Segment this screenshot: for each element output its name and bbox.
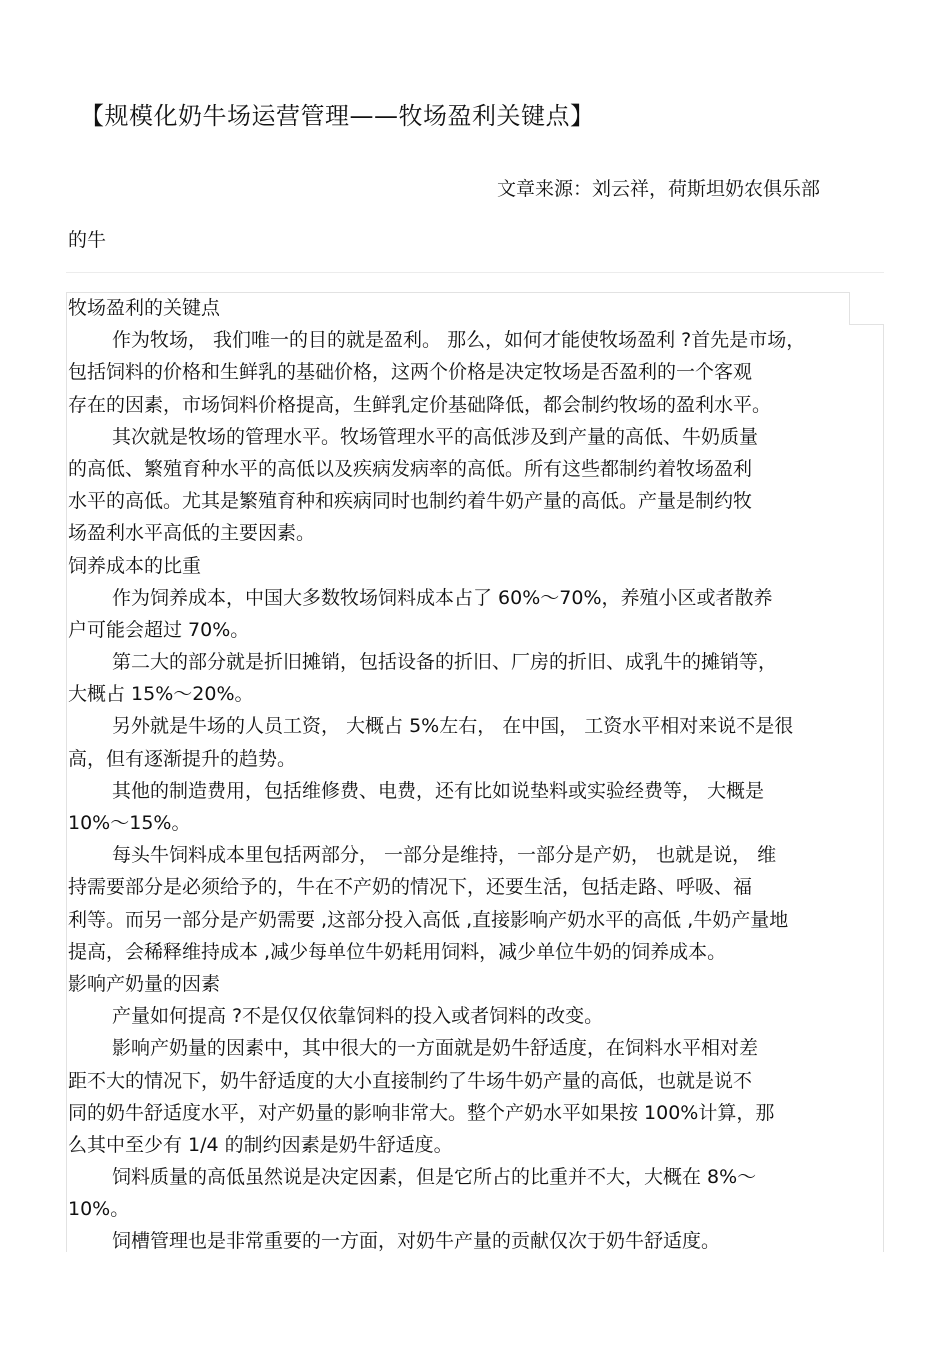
body-line: 水平的高低。尤其是繁殖育种和疾病同时也制约着牛奶产量的高低。产量是制约牧 — [68, 490, 753, 513]
article-body — [68, 292, 883, 1258]
body-line: 作为饲养成本，中国大多数牧场饲料成本占了 60%～70%，养殖小区或者散养 — [112, 586, 773, 609]
body-line: 饲养成本的比重 — [68, 554, 202, 577]
body-line: 大概占 15%～20%。 — [68, 683, 254, 706]
body-line: 利等。而另一部分是产奶需要 ,这部分投入高低 ,直接影响产奶水平的高低 ,牛奶产量地 — [68, 908, 789, 931]
body-line: 距不大的情况下，奶牛舒适度的大小直接制约了牛场牛奶产量的高低，也就是说不 — [68, 1069, 753, 1092]
body-line: 其次就是牧场的管理水平。牧场管理水平的高低涉及到产量的高低、牛奶质量 — [112, 425, 759, 448]
body-line: 第二大的部分就是折旧摊销，包括设备的折旧、厂房的折旧、成乳牛的摊销等， — [112, 651, 778, 674]
body-line: 户可能会超过 70%。 — [68, 618, 250, 641]
body-line: 的高低、繁殖育种水平的高低以及疾病发病率的高低。所有这些都制约着牧场盈利 — [68, 457, 753, 480]
separator-line — [66, 272, 884, 273]
body-line: 影响产奶量的因素中，其中很大的一方面就是奶牛舒适度，在饲料水平相对差 — [112, 1037, 759, 1060]
body-line: 影响产奶量的因素 — [68, 972, 221, 995]
body-line: 高，但有逐渐提升的趋势。 — [68, 747, 297, 770]
content-frame-right — [883, 324, 884, 1252]
body-line: 作为牧场， 我们唯一的目的就是盈利。 那么，如何才能使牧场盈利 ?首先是市场， — [112, 329, 806, 352]
body-line: 持需要部分是必须给予的，牛在不产奶的情况下，还要生活，包括走路、呼吸、福 — [68, 876, 753, 899]
body-line: 么其中至少有 1/4 的制约因素是奶牛舒适度。 — [68, 1133, 453, 1156]
body-line: 10%～15%。 — [68, 812, 191, 834]
body-line: 饲料质量的高低虽然说是决定因素，但是它所占的比重并不大，大概在 8%～ — [112, 1166, 757, 1189]
body-line: 包括饲料的价格和生鲜乳的基础价格，这两个价格是决定牧场是否盈利的一个客观 — [68, 361, 753, 384]
article-source: 文章来源：刘云祥，荷斯坦奶农俱乐部 — [497, 178, 821, 200]
body-line: 牧场盈利的关键点 — [68, 297, 221, 319]
document-title: 【规模化奶牛场运营管理——牧场盈利关键点】 — [80, 102, 595, 130]
body-line: 产量如何提高 ?不是仅仅依靠饲料的投入或者饲料的改变。 — [112, 1005, 604, 1028]
body-line: 10%。 — [68, 1198, 130, 1221]
body-line: 同的奶牛舒适度水平，对产奶量的影响非常大。整个产奶水平如果按 100%计算，那 — [68, 1101, 775, 1124]
body-line: 存在的因素，市场饲料价格提高，生鲜乳定价基础降低，都会制约牧场的盈利水平。 — [68, 393, 772, 416]
body-line: 其他的制造费用，包括维修费、电费，还有比如说垫料或实验经费等， 大概是 — [112, 779, 765, 802]
content-frame-left — [66, 292, 67, 1252]
body-line: 每头牛饲料成本里包括两部分， 一部分是维持，一部分是产奶， 也就是说， 维 — [112, 844, 777, 867]
body-line: 饲槽管理也是非常重要的一方面，对奶牛产量的贡献仅次于奶牛舒适度。 — [112, 1230, 721, 1253]
body-line: 另外就是牛场的人员工资， 大概占 5%左右， 在中国， 工资水平相对来说不是很 — [112, 715, 794, 738]
body-line: 场盈利水平高低的主要因素。 — [68, 522, 316, 545]
article-source-continued: 的牛 — [68, 229, 107, 251]
body-line: 提高，会稀释维持成本 ,减少每单位牛奶耗用饲料，减少单位牛奶的饲养成本。 — [68, 940, 727, 963]
